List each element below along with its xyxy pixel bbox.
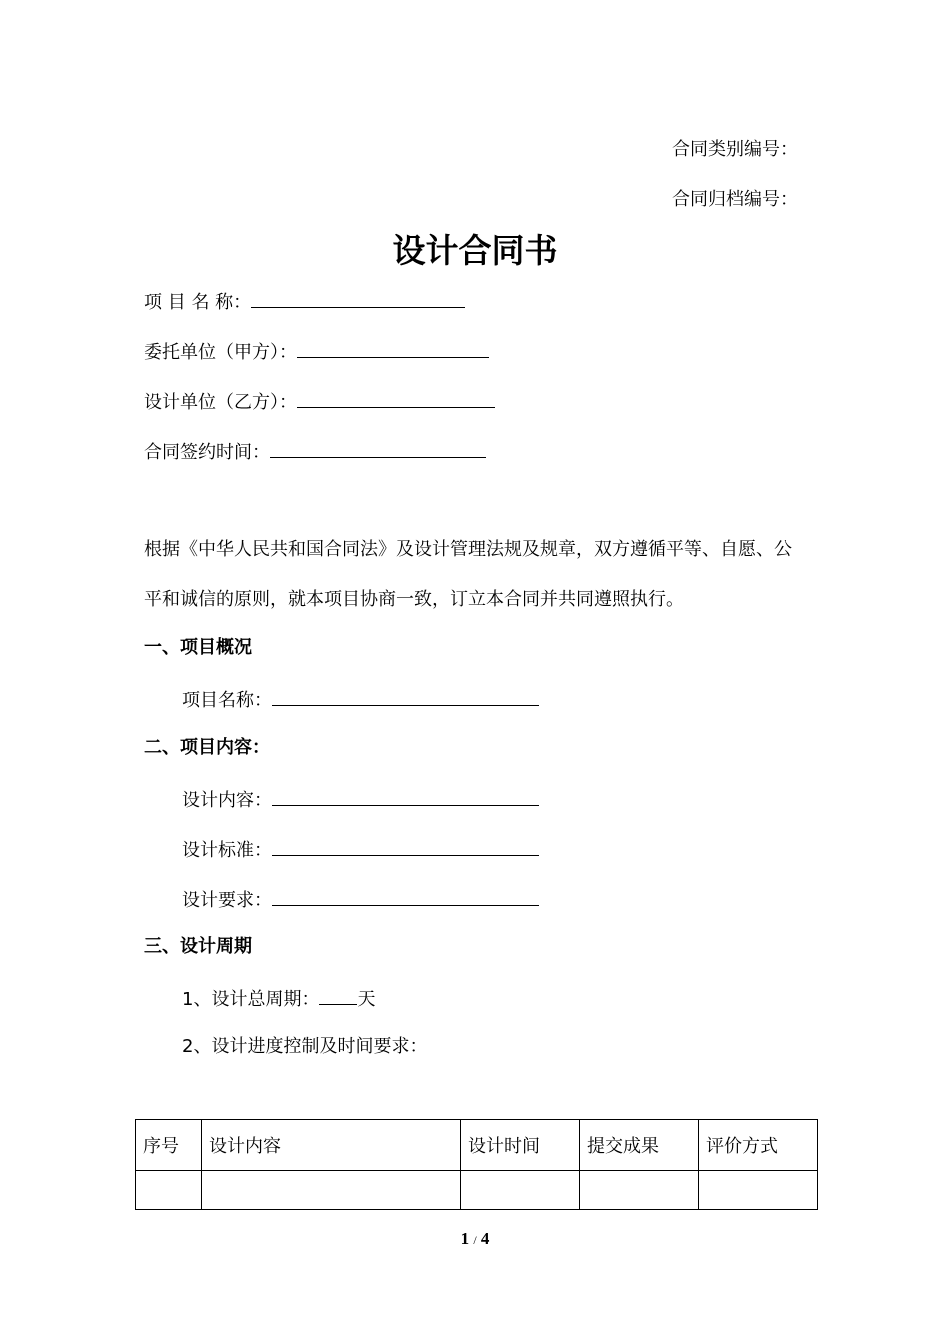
section-3-heading: 三、设计周期 <box>144 936 252 957</box>
client-field <box>144 338 489 365</box>
section-2-heading: 二、项目内容： <box>144 737 270 758</box>
contract-category-number-label: 合同类别编号： <box>672 139 798 160</box>
table-header-cell: 序号 <box>136 1120 202 1171</box>
table-row <box>136 1171 818 1210</box>
design-progress-label: 2、设计进度控制及时间要求： <box>182 1036 428 1057</box>
table-header-cell: 设计时间 <box>461 1120 580 1171</box>
section-1-project-name-field <box>182 686 539 713</box>
intro-line-2: 平和诚信的原则，就本项目协商一致，订立本合同并共同遵照执行。 <box>144 589 684 610</box>
design-requirement-blank[interactable] <box>272 886 539 906</box>
design-standard-blank[interactable] <box>272 836 539 856</box>
total-pages: 4 <box>480 1229 490 1248</box>
design-total-period-unit: 天 <box>357 989 376 1010</box>
design-requirement-field <box>182 886 539 913</box>
table-header-cell: 提交成果 <box>580 1120 699 1171</box>
sign-date-blank[interactable] <box>270 438 486 458</box>
design-total-period-blank[interactable] <box>319 985 357 1005</box>
project-name-blank[interactable] <box>251 288 465 308</box>
design-standard-label: 设计标准： <box>182 840 272 861</box>
design-content-field <box>182 786 539 813</box>
page-number <box>0 1228 950 1251</box>
contract-archive-number-label: 合同归档编号： <box>672 189 798 210</box>
sign-date-label: 合同签约时间： <box>144 442 270 463</box>
table-cell[interactable] <box>136 1171 202 1210</box>
design-schedule-table <box>135 1119 818 1210</box>
client-blank[interactable] <box>297 338 489 358</box>
section-1-project-name-blank[interactable] <box>272 686 539 706</box>
design-content-blank[interactable] <box>272 786 539 806</box>
project-name-field <box>144 288 465 315</box>
design-content-label: 设计内容： <box>182 790 272 811</box>
client-label: 委托单位（甲方）： <box>144 342 297 363</box>
design-total-period-label: 1、设计总周期： <box>182 989 320 1010</box>
project-name-label: 项 目 名 称： <box>144 292 252 313</box>
section-1-project-name-label: 项目名称： <box>182 690 272 711</box>
table-header-row <box>136 1120 818 1171</box>
design-requirement-label: 设计要求： <box>182 890 272 911</box>
design-total-period-field <box>182 985 375 1012</box>
intro-line-1: 根据《中华人民共和国合同法》及设计管理法规及规章，双方遵循平等、自愿、公 <box>144 539 792 560</box>
table-cell[interactable] <box>580 1171 699 1210</box>
table-cell[interactable] <box>699 1171 818 1210</box>
table-header-cell: 设计内容 <box>202 1120 461 1171</box>
table-cell[interactable] <box>202 1171 461 1210</box>
designer-label: 设计单位（乙方）： <box>144 392 297 413</box>
design-standard-field <box>182 836 539 863</box>
document-title: 设计合同书 <box>392 231 558 270</box>
current-page: 1 <box>460 1229 470 1248</box>
sign-date-field <box>144 438 486 465</box>
table-cell[interactable] <box>461 1171 580 1210</box>
designer-blank[interactable] <box>297 388 495 408</box>
designer-field <box>144 388 495 415</box>
table-header-cell: 评价方式 <box>699 1120 818 1171</box>
section-1-heading: 一、项目概况 <box>144 637 252 658</box>
page-separator: / <box>473 1233 477 1247</box>
